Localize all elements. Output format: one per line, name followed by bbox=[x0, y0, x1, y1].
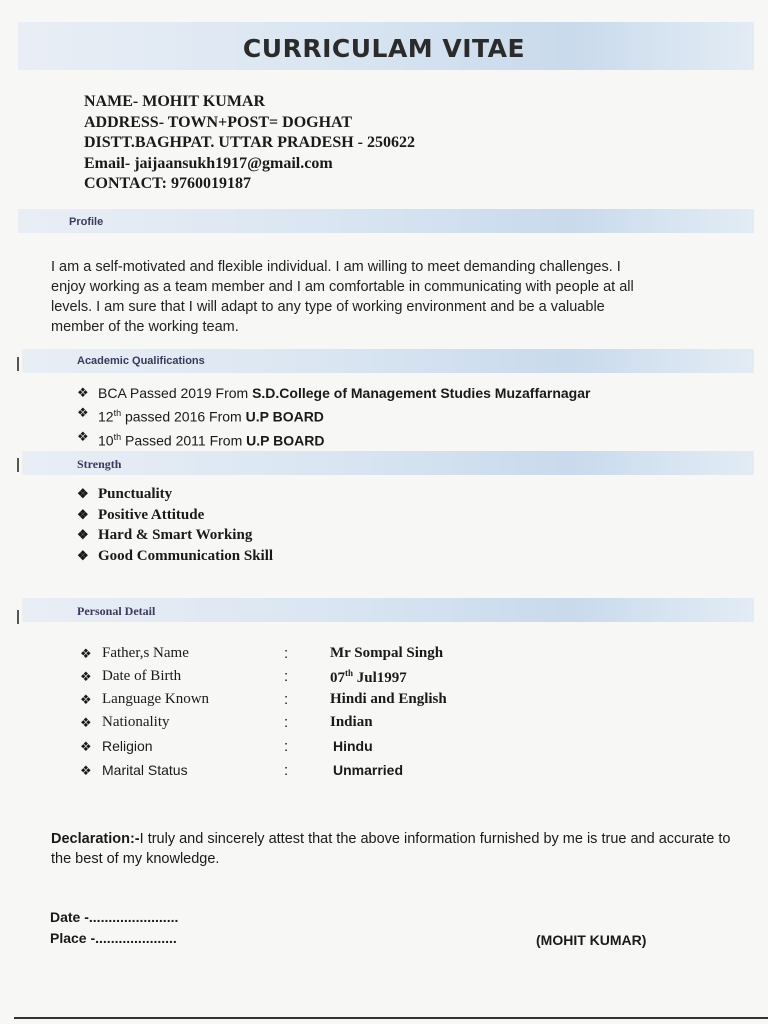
list-item: ❖ Good Communication Skill bbox=[77, 546, 273, 567]
place-line: Place -..................... bbox=[50, 930, 177, 946]
profile-band bbox=[18, 209, 754, 233]
list-item: ❖ Punctuality bbox=[77, 484, 273, 505]
personal-value: Mr Sompal Singh bbox=[330, 645, 444, 661]
declaration bbox=[51, 829, 741, 869]
profile-text bbox=[51, 257, 731, 337]
separator: : bbox=[284, 738, 289, 755]
profile-line: I am a self-motivated and flexible individual. I am willing to meet demanding challenges. I bbox=[51, 259, 621, 275]
bullet-icon: ❖ bbox=[77, 405, 89, 420]
date-line: Date -....................... bbox=[50, 909, 179, 925]
declaration-label: Declaration:- bbox=[51, 831, 140, 847]
personal-value: Indian bbox=[330, 714, 373, 730]
personal-label: Nationality bbox=[102, 714, 170, 730]
page-title: CURRICULAM VITAE bbox=[242, 34, 526, 63]
bullet-icon: ❖ bbox=[77, 506, 89, 522]
bullet-icon: ❖ bbox=[77, 547, 89, 563]
separator: : bbox=[284, 691, 289, 708]
separator: : bbox=[284, 668, 289, 685]
bullet-icon: ❖ bbox=[80, 646, 92, 661]
bullet-icon: ❖ bbox=[80, 739, 92, 754]
bullet-icon: ❖ bbox=[80, 669, 92, 684]
strength-band bbox=[22, 451, 754, 475]
list-item: ❖ Hard & Smart Working bbox=[77, 525, 273, 546]
bullet-icon: ❖ bbox=[77, 527, 89, 542]
strength-heading: Strength bbox=[77, 457, 122, 471]
personal-label: Marital Status bbox=[102, 762, 188, 778]
list-item: ❖ BCA Passed 2019 From S.D.College of Management Studies Muzaffarnagar bbox=[77, 385, 591, 401]
signature-name: (MOHIT KUMAR) bbox=[536, 932, 647, 948]
personal-heading: Personal Detail bbox=[77, 604, 156, 618]
personal-value: Hindi and English bbox=[330, 691, 447, 707]
section-marker bbox=[17, 458, 19, 472]
academic-heading: Academic Qualifications bbox=[77, 355, 205, 367]
contact-phone: CONTACT: 9760019187 bbox=[84, 175, 251, 192]
personal-value: Unmarried bbox=[333, 762, 404, 778]
separator: : bbox=[284, 762, 289, 779]
section-marker bbox=[17, 610, 19, 624]
profile-line: levels. I am sure that I will adapt to any type of working environment and be a valuable bbox=[51, 299, 605, 315]
personal-value: 07th Jul1997 bbox=[330, 668, 407, 686]
contact-district: DISTT.BAGHPAT. UTTAR PRADESH - 250622 bbox=[84, 134, 415, 151]
section-marker bbox=[17, 357, 19, 371]
bullet-icon: ❖ bbox=[80, 763, 92, 778]
personal-value: Hindu bbox=[333, 738, 373, 754]
bullet-icon: ❖ bbox=[80, 692, 92, 707]
bullet-icon: ❖ bbox=[77, 428, 89, 444]
bottom-rule bbox=[14, 1017, 768, 1019]
list-item: ❖ Positive Attitude bbox=[77, 505, 273, 526]
contact-address: ADDRESS- TOWN+POST= DOGHAT bbox=[84, 113, 353, 131]
academic-list bbox=[77, 383, 590, 450]
contact-name: NAME- MOHIT KUMAR bbox=[84, 93, 266, 110]
bullet-icon: ❖ bbox=[77, 385, 89, 400]
profile-line: enjoy working as a team member and I am comfortable in communicating with people at all bbox=[51, 279, 634, 295]
bullet-icon: ❖ bbox=[80, 715, 92, 730]
separator: : bbox=[284, 714, 289, 731]
separator: : bbox=[284, 645, 289, 662]
list-item: ❖ 12th passed 2016 From U.P BOARD bbox=[77, 405, 324, 425]
bullet-icon: ❖ bbox=[77, 486, 89, 501]
profile-line: member of the working team. bbox=[51, 319, 239, 335]
personal-label: Language Known bbox=[102, 691, 210, 707]
personal-label: Father,s Name bbox=[102, 645, 189, 661]
profile-heading: Profile bbox=[69, 216, 104, 228]
contact-block bbox=[84, 92, 415, 195]
contact-email: Email- jaijaansukh1917@gmail.com bbox=[84, 154, 333, 172]
strength-list bbox=[77, 484, 273, 566]
personal-label: Date of Birth bbox=[102, 668, 182, 684]
personal-label: Religion bbox=[102, 738, 153, 754]
list-item: ❖ 10th Passed 2011 From U.P BOARD bbox=[77, 428, 325, 449]
declaration-text: I truly and sincerely attest that the above information furnished by me is true and accurate to the best of my knowledge. bbox=[51, 831, 731, 867]
